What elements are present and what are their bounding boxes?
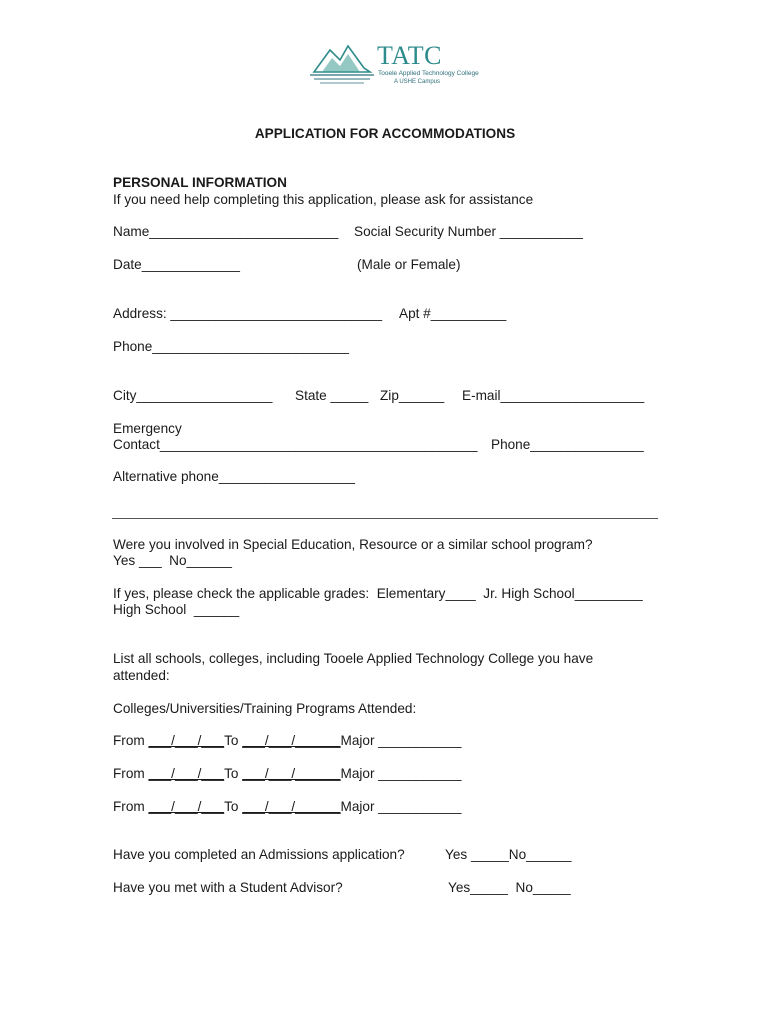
admissions-answer-field[interactable]: Yes _____No______ — [445, 847, 572, 862]
email-field[interactable]: E-mail___________________ — [462, 388, 645, 403]
high-school-field[interactable]: High School ______ — [113, 602, 240, 617]
name-field[interactable]: Name_________________________ — [113, 224, 339, 239]
ssn-field[interactable]: Social Security Number ___________ — [354, 224, 583, 239]
state-field[interactable]: State _____ — [295, 388, 369, 403]
tatc-logo — [308, 40, 479, 90]
from-label: From — [113, 733, 149, 748]
special-ed-question: Were you involved in Special Education, Resource or a similar school program? — [113, 537, 593, 552]
to-date-field[interactable]: ___/___/______ — [242, 799, 341, 814]
logo-campus: A USHE Campus — [394, 79, 441, 85]
emergency-label: Emergency — [113, 421, 182, 436]
emergency-phone-field[interactable]: Phone_______________ — [491, 437, 644, 452]
gender-field[interactable]: (Male or Female) — [357, 257, 461, 272]
from-label: From — [113, 766, 149, 781]
zip-field[interactable]: Zip______ — [380, 388, 445, 403]
grades-field[interactable]: If yes, please check the applicable grades: Elementary____ Jr. High School_________ — [113, 586, 643, 601]
city-field[interactable]: City__________________ — [113, 388, 273, 403]
schools-instruction-cont: attended: — [113, 668, 170, 683]
special-ed-answer-field[interactable]: Yes ___ No______ — [113, 553, 232, 568]
page-title: APPLICATION FOR ACCOMMODATIONS — [254, 126, 516, 141]
from-date-field[interactable]: ___/___/___ — [148, 799, 225, 814]
logo-college-name: Tooele Applied Technology College — [378, 70, 479, 77]
school-row[interactable] — [113, 766, 461, 782]
major-field[interactable]: Major ___________ — [340, 766, 462, 781]
phone-field[interactable]: Phone__________________________ — [113, 339, 349, 354]
from-label: From — [113, 799, 149, 814]
from-date-field[interactable]: ___/___/___ — [148, 733, 225, 748]
section-divider — [112, 518, 658, 519]
to-label: To — [224, 733, 243, 748]
school-row[interactable] — [113, 733, 461, 749]
to-label: To — [224, 766, 243, 781]
assistance-note: If you need help completing this application, please ask for assistance — [113, 192, 534, 207]
logo-wordmark: TATC — [377, 41, 442, 70]
attended-label: Colleges/Universities/Training Programs Attended: — [113, 701, 417, 716]
emergency-contact-field[interactable]: Contact__________________________________________ — [113, 437, 478, 452]
address-field[interactable]: Address: ____________________________ — [113, 306, 383, 321]
schools-instruction: List all schools, colleges, including Tooele Applied Technology College you have — [113, 651, 594, 666]
to-label: To — [224, 799, 243, 814]
to-date-field[interactable]: ___/___/______ — [242, 766, 341, 781]
major-field[interactable]: Major ___________ — [340, 733, 462, 748]
advisor-answer-field[interactable]: Yes_____ No_____ — [448, 880, 571, 895]
mountain-logo-icon — [308, 40, 378, 90]
alternative-phone-field[interactable]: Alternative phone__________________ — [113, 469, 355, 484]
apt-field[interactable]: Apt #__________ — [399, 306, 507, 321]
school-row[interactable] — [113, 799, 461, 815]
from-date-field[interactable]: ___/___/___ — [148, 766, 225, 781]
section-heading-personal: PERSONAL INFORMATION — [113, 175, 287, 190]
to-date-field[interactable]: ___/___/______ — [242, 733, 341, 748]
major-field[interactable]: Major ___________ — [340, 799, 462, 814]
date-field[interactable]: Date_____________ — [113, 257, 240, 272]
advisor-question: Have you met with a Student Advisor? — [113, 880, 343, 895]
admissions-question: Have you completed an Admissions application? — [113, 847, 405, 862]
